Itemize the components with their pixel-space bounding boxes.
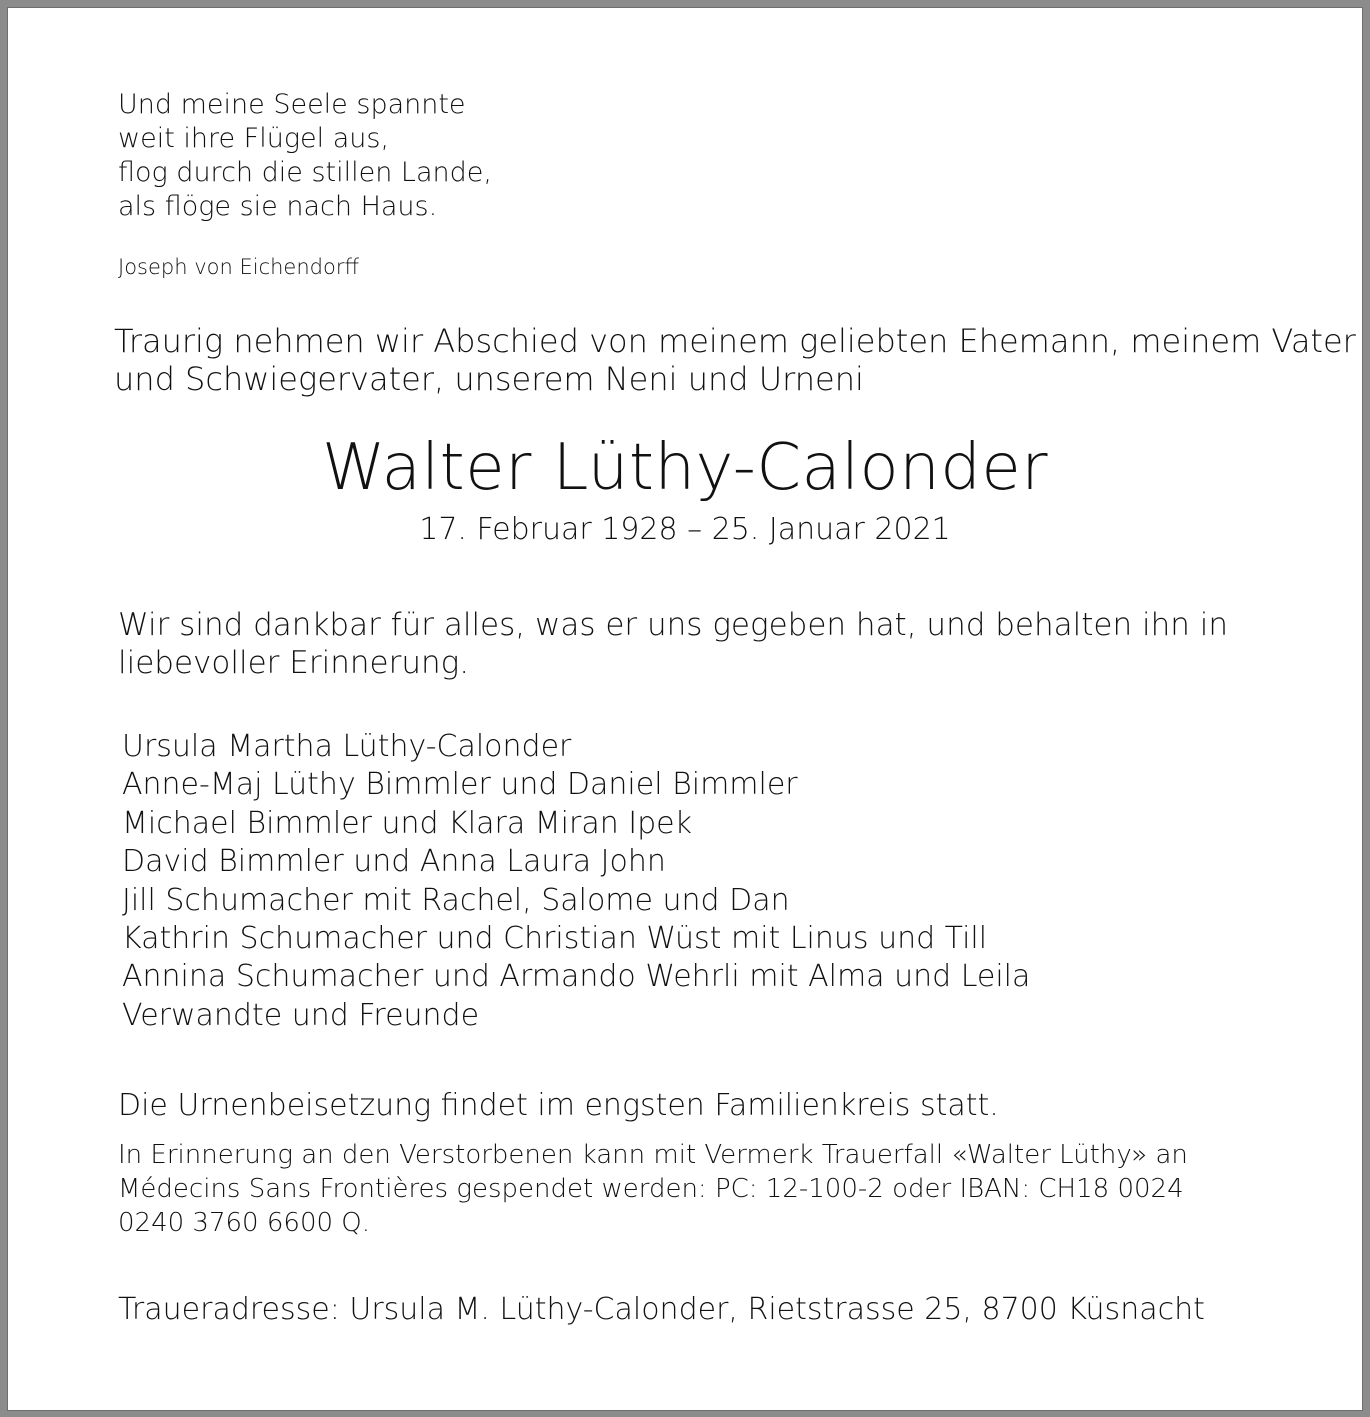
donation-line: In Erinnerung an den Verstorbenen kann mit Vermerk Trauerfall «Walter Lüthy» an <box>118 1140 1188 1170</box>
life-dates: 17. Februar 1928 – 25. Januar 2021 <box>419 512 951 547</box>
poem-line: flog durch die stillen Lande, <box>118 157 492 188</box>
burial-note: Die Urnenbeisetzung findet im engsten Familienkreis statt. <box>118 1088 999 1123</box>
poem-author: Joseph von Eichendorff <box>118 255 359 279</box>
donation-note <box>118 1138 1188 1240</box>
mourner-entry: Michael Bimmler und Klara Miran Ipek <box>122 805 692 841</box>
deceased-name: Walter Lüthy-Calonder <box>321 431 1049 505</box>
mourner-entry: Annina Schumacher und Armando Wehrli mit Alma und Leila <box>122 959 1031 995</box>
donation-line: Médecins Sans Frontières gespendet werden: PC: 12-100-2 oder IBAN: CH18 0024 <box>118 1174 1184 1204</box>
thanks-line: Wir sind dankbar für alles, was er uns gegeben hat, und behalten ihn in <box>118 607 1229 643</box>
mourner-entry: Verwandte und Freunde <box>122 997 480 1033</box>
poem-line: Und meine Seele spannte <box>118 89 466 120</box>
obituary-card <box>8 8 1362 1410</box>
mourning-address: Traueradresse: Ursula M. Lüthy-Calonder, Rietstrasse 25, 8700 Küsnacht <box>118 1292 1205 1327</box>
mourner-entry: Anne-Maj Lüthy Bimmler und Daniel Bimmler <box>122 767 798 803</box>
intro-line: und Schwiegervater, unserem Neni und Urneni <box>114 360 864 398</box>
donation-line: 0240 3760 6600 Q. <box>118 1208 371 1238</box>
poem-line: als flöge sie nach Haus. <box>118 191 438 222</box>
poem <box>118 88 492 224</box>
thanks-line: liebevoller Erinnerung. <box>118 645 470 681</box>
mourner-entry: Kathrin Schumacher und Christian Wüst mit Linus und Till <box>122 921 988 957</box>
intro-text <box>114 322 1356 398</box>
intro-line: Traurig nehmen wir Abschied von meinem geliebten Ehemann, meinem Vater <box>114 322 1356 360</box>
mourner-entry: David Bimmler und Anna Laura John <box>122 844 666 880</box>
thanks-text <box>118 606 1228 682</box>
mourner-entry: Ursula Martha Lüthy-Calonder <box>122 729 572 764</box>
poem-line: weit ihre Flügel aus, <box>118 123 390 154</box>
mourners-list <box>122 728 1030 1035</box>
mourner-entry: Jill Schumacher mit Rachel, Salome und Dan <box>122 882 790 918</box>
